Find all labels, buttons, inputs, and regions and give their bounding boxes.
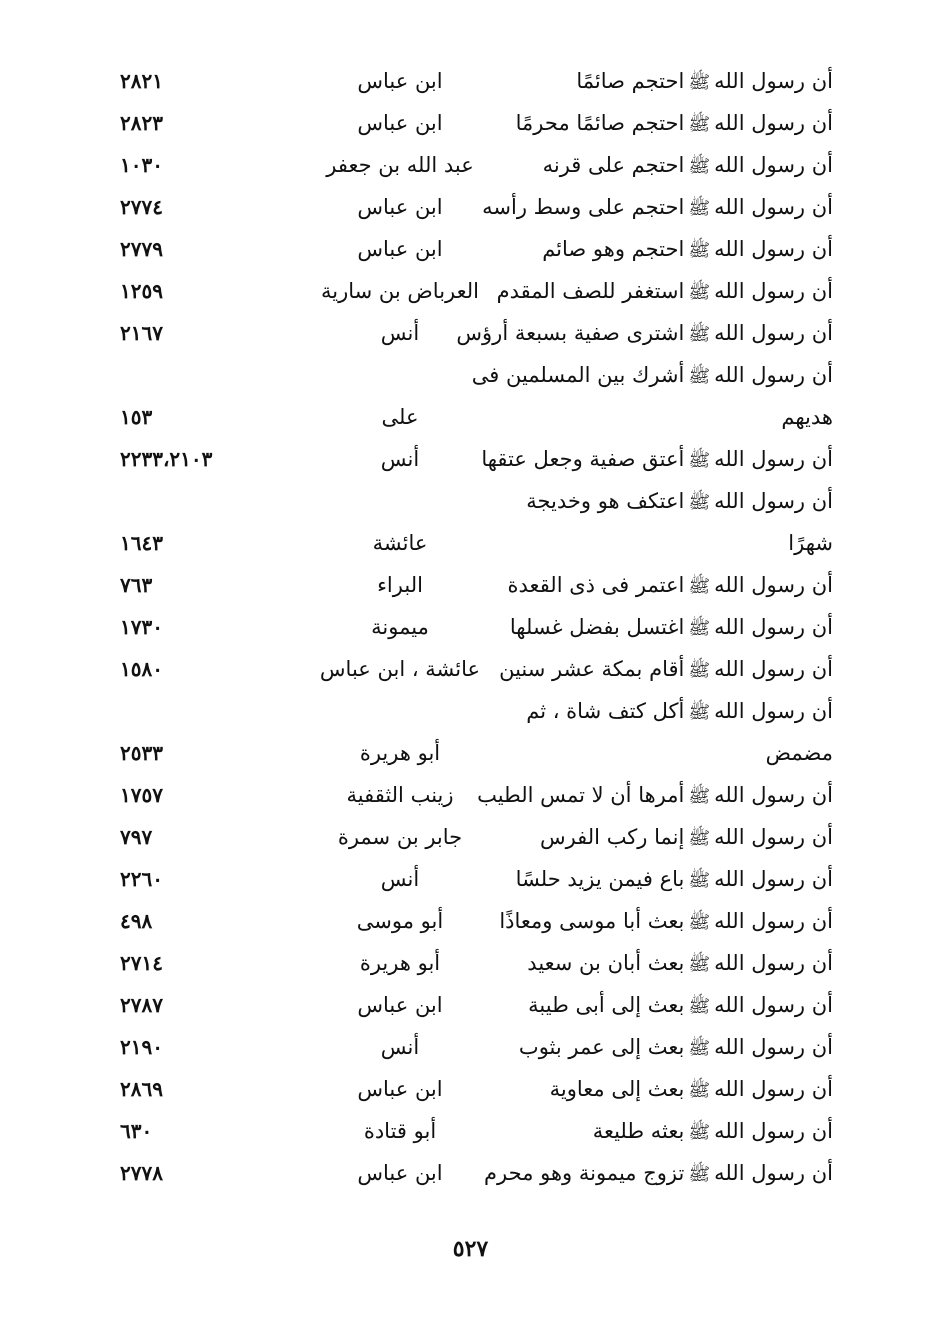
hadith-continuation: باع فيمن يزيد حلسًا: [515, 867, 685, 891]
honorific-glyph: ﷺ: [688, 618, 711, 639]
hadith-reference-number: ٦٣٠: [120, 1119, 153, 1143]
hadith-text: [542, 228, 833, 272]
narrator-name: العرباض بن سارية: [320, 279, 479, 303]
hadith-opening: أن رسول الله: [714, 615, 833, 639]
hadith-continuation: اعتمر فى ذى القعدة: [507, 573, 685, 597]
hadith-continuation: أكل كتف شاة ، ثم: [526, 699, 685, 723]
hadith-reference-number: ٢٧١٤: [120, 951, 163, 975]
honorific-glyph: ﷺ: [688, 1122, 711, 1143]
hadith-text: [456, 312, 833, 356]
index-row: [0, 1110, 941, 1152]
hadith-text: [526, 690, 833, 734]
hadith-continuation: بعث إلى عمر بثوب: [518, 1035, 685, 1059]
hadith-continuation: احتجم على قرنه: [542, 153, 685, 177]
hadith-continuation: احتجم صائمًا محرمًا: [515, 111, 685, 135]
hadith-reference-number: ٢٨٢٣: [120, 111, 163, 135]
hadith-continuation: بعث أبان بن سعيد: [527, 951, 685, 975]
hadith-text: [484, 1152, 833, 1196]
index-row: [0, 606, 941, 648]
hadith-opening: أن رسول الله: [714, 447, 833, 471]
index-row: [0, 1026, 941, 1068]
index-row: [0, 564, 941, 606]
narrator-name: ميمونة: [371, 615, 429, 639]
hadith-reference-number: ٢٧٧٩: [120, 237, 163, 261]
narrator-name: زينب الثقفية: [346, 783, 454, 807]
honorific-glyph: ﷺ: [688, 870, 711, 891]
index-row: [0, 858, 941, 900]
narrator-name: على: [381, 405, 419, 429]
index-row: [0, 942, 941, 984]
narrator-name: أنس: [380, 867, 420, 891]
hadith-reference-number: ١٦٤٣: [120, 531, 163, 555]
narrator-name: أبو هريرة: [359, 951, 441, 975]
hadith-continuation: بعث أبا موسى ومعاذًا: [499, 909, 685, 933]
hadith-reference-number: ٢٧٨٧: [120, 993, 163, 1017]
index-row: [0, 690, 941, 732]
hadith-continuation: اغتسل بفضل غسلها: [509, 615, 685, 639]
hadith-opening: أن رسول الله: [714, 1035, 833, 1059]
hadith-reference-number: ٧٦٣: [120, 573, 153, 597]
index-row: [0, 1068, 941, 1110]
hadith-opening: أن رسول الله: [714, 1161, 833, 1185]
hadith-continuation: شهرًا: [788, 531, 833, 555]
honorific-glyph: ﷺ: [688, 366, 711, 387]
hadith-opening: أن رسول الله: [714, 153, 833, 177]
hadith-continuation: مضمض: [765, 741, 833, 765]
index-row: [0, 60, 941, 102]
narrator-name: ابن عباس: [357, 237, 443, 261]
narrator-name: أبو هريرة: [359, 741, 441, 765]
hadith-continuation: استغفر للصف المقدم: [496, 279, 685, 303]
honorific-glyph: ﷺ: [688, 1164, 711, 1185]
hadith-opening: أن رسول الله: [714, 1077, 833, 1101]
hadith-continuation: بعثه طليعة: [592, 1119, 685, 1143]
hadith-opening: أن رسول الله: [714, 993, 833, 1017]
hadith-reference-number: ٤٩٨: [120, 909, 153, 933]
index-row: [0, 186, 941, 228]
honorific-glyph: ﷺ: [688, 702, 711, 723]
narrator-name: أبو قتادة: [363, 1119, 437, 1143]
hadith-continuation: أشرك بين المسلمين فى: [471, 363, 685, 387]
hadith-text: [576, 60, 833, 104]
index-row: [0, 1152, 941, 1194]
hadith-text: [497, 270, 833, 314]
hadith-continuation: أقام بمكة عشر سنين: [499, 657, 685, 681]
hadith-opening: أن رسول الله: [714, 237, 833, 261]
hadith-text: [499, 900, 833, 944]
index-row: [0, 984, 941, 1026]
honorific-glyph: ﷺ: [688, 114, 711, 135]
hadith-text: [550, 1068, 833, 1112]
index-row: [0, 438, 941, 480]
hadith-text: [516, 858, 833, 902]
narrator-name: عائشة: [372, 531, 428, 555]
hadith-text: [499, 648, 833, 692]
hadith-continuation: اعتكف هو وخديجة: [526, 489, 685, 513]
honorific-glyph: ﷺ: [688, 954, 711, 975]
hadith-opening: أن رسول الله: [714, 321, 833, 345]
honorific-glyph: ﷺ: [688, 324, 711, 345]
honorific-glyph: ﷺ: [688, 72, 711, 93]
hadith-continuation: أعتق صفية وجعل عتقها: [481, 447, 685, 471]
narrator-name: ابن عباس: [357, 1161, 443, 1185]
honorific-glyph: ﷺ: [688, 576, 711, 597]
page-number: ٥٢٧: [452, 1236, 489, 1262]
hadith-text: [510, 606, 833, 650]
honorific-glyph: ﷺ: [688, 828, 711, 849]
index-row: [0, 354, 941, 396]
narrator-name: أنس: [380, 447, 420, 471]
index-row: [0, 774, 941, 816]
honorific-glyph: ﷺ: [688, 240, 711, 261]
narrator-name: ابن عباس: [357, 111, 443, 135]
hadith-opening: أن رسول الله: [714, 573, 833, 597]
narrator-name: عائشة ، ابن عباس: [319, 657, 481, 681]
hadith-text: [472, 354, 833, 398]
index-row: [0, 900, 941, 942]
honorific-glyph: ﷺ: [688, 450, 711, 471]
honorific-glyph: ﷺ: [688, 786, 711, 807]
hadith-continuation: إنما ركب الفرس: [539, 825, 685, 849]
hadith-text: [477, 774, 833, 818]
index-row: [0, 102, 941, 144]
index-row: [0, 732, 941, 774]
hadith-reference-number: ١٧٣٠: [120, 615, 163, 639]
hadith-text: [519, 1026, 833, 1070]
index-row: [0, 144, 941, 186]
hadith-opening: أن رسول الله: [714, 279, 833, 303]
hadith-reference-number: ٢١٦٧: [120, 321, 163, 345]
hadith-opening: أن رسول الله: [714, 825, 833, 849]
hadith-text: [788, 522, 833, 564]
hadith-opening: أن رسول الله: [714, 867, 833, 891]
index-row: [0, 648, 941, 690]
hadith-text: [526, 480, 833, 524]
honorific-glyph: ﷺ: [688, 1080, 711, 1101]
hadith-text: [781, 396, 833, 438]
hadith-continuation: تزوج ميمونة وهو محرم: [484, 1161, 685, 1185]
hadith-text: [508, 564, 833, 608]
honorific-glyph: ﷺ: [688, 912, 711, 933]
hadith-index-list: [0, 60, 941, 1194]
narrator-name: ابن عباس: [357, 69, 443, 93]
hadith-continuation: أمرها أن لا تمس الطيب: [477, 783, 685, 807]
hadith-reference-number: ٧٩٧: [120, 825, 153, 849]
hadith-reference-number: ٢٧٧٨: [120, 1161, 163, 1185]
index-row: [0, 228, 941, 270]
hadith-continuation: احتجم صائمًا: [576, 69, 685, 93]
index-row: [0, 480, 941, 522]
hadith-reference-number: ٢٢٣٣،٢١٠٣: [120, 447, 213, 471]
hadith-continuation: هديهم: [781, 405, 833, 429]
index-row: [0, 396, 941, 438]
hadith-opening: أن رسول الله: [714, 657, 833, 681]
honorific-glyph: ﷺ: [688, 156, 711, 177]
hadith-text: [766, 732, 833, 774]
index-row: [0, 270, 941, 312]
hadith-continuation: اشترى صفية بسبعة أرؤس: [456, 321, 685, 345]
hadith-reference-number: ١٠٣٠: [120, 153, 163, 177]
narrator-name: أنس: [380, 1035, 420, 1059]
hadith-continuation: بعث إلى معاوية: [549, 1077, 685, 1101]
honorific-glyph: ﷺ: [688, 198, 711, 219]
hadith-text: [481, 438, 833, 482]
honorific-glyph: ﷺ: [688, 492, 711, 513]
hadith-text: [527, 942, 833, 986]
hadith-reference-number: ٢٧٧٤: [120, 195, 163, 219]
narrator-name: ابن عباس: [357, 993, 443, 1017]
index-row: [0, 522, 941, 564]
hadith-opening: أن رسول الله: [714, 951, 833, 975]
honorific-glyph: ﷺ: [688, 996, 711, 1017]
hadith-opening: أن رسول الله: [714, 195, 833, 219]
hadith-text: [543, 144, 833, 188]
hadith-opening: أن رسول الله: [714, 363, 833, 387]
hadith-opening: أن رسول الله: [714, 1119, 833, 1143]
hadith-text: [482, 186, 833, 230]
narrator-name: أنس: [380, 321, 420, 345]
hadith-opening: أن رسول الله: [714, 111, 833, 135]
honorific-glyph: ﷺ: [688, 1038, 711, 1059]
hadith-reference-number: ٢١٩٠: [120, 1035, 163, 1059]
hadith-reference-number: ٢٨٦٩: [120, 1077, 163, 1101]
hadith-opening: أن رسول الله: [714, 69, 833, 93]
hadith-opening: أن رسول الله: [714, 909, 833, 933]
hadith-reference-number: ١٢٥٩: [120, 279, 163, 303]
hadith-continuation: بعث إلى أبى طيبة: [528, 993, 685, 1017]
hadith-opening: أن رسول الله: [714, 489, 833, 513]
narrator-name: ابن عباس: [357, 195, 443, 219]
narrator-name: أبو موسى: [356, 909, 444, 933]
hadith-continuation: احتجم على وسط رأسه: [482, 195, 685, 219]
hadith-opening: أن رسول الله: [714, 783, 833, 807]
hadith-reference-number: ٢٨٢١: [120, 69, 163, 93]
hadith-reference-number: ١٥٨٠: [120, 657, 163, 681]
honorific-glyph: ﷺ: [688, 660, 711, 681]
narrator-name: البراء: [377, 573, 423, 597]
narrator-name: ابن عباس: [357, 1077, 443, 1101]
hadith-reference-number: ٢٥٣٣: [120, 741, 163, 765]
honorific-glyph: ﷺ: [688, 282, 711, 303]
index-row: [0, 816, 941, 858]
hadith-text: [540, 816, 833, 860]
hadith-text: [516, 102, 833, 146]
hadith-text: [593, 1110, 833, 1154]
hadith-opening: أن رسول الله: [714, 699, 833, 723]
narrator-name: عبد الله بن جعفر: [326, 153, 474, 177]
hadith-reference-number: ١٥٣: [120, 405, 153, 429]
narrator-name: جابر بن سمرة: [337, 825, 463, 849]
hadith-reference-number: ٢٢٦٠: [120, 867, 163, 891]
index-row: [0, 312, 941, 354]
hadith-continuation: احتجم وهو صائم: [542, 237, 685, 261]
hadith-text: [528, 984, 833, 1028]
hadith-reference-number: ١٧٥٧: [120, 783, 163, 807]
